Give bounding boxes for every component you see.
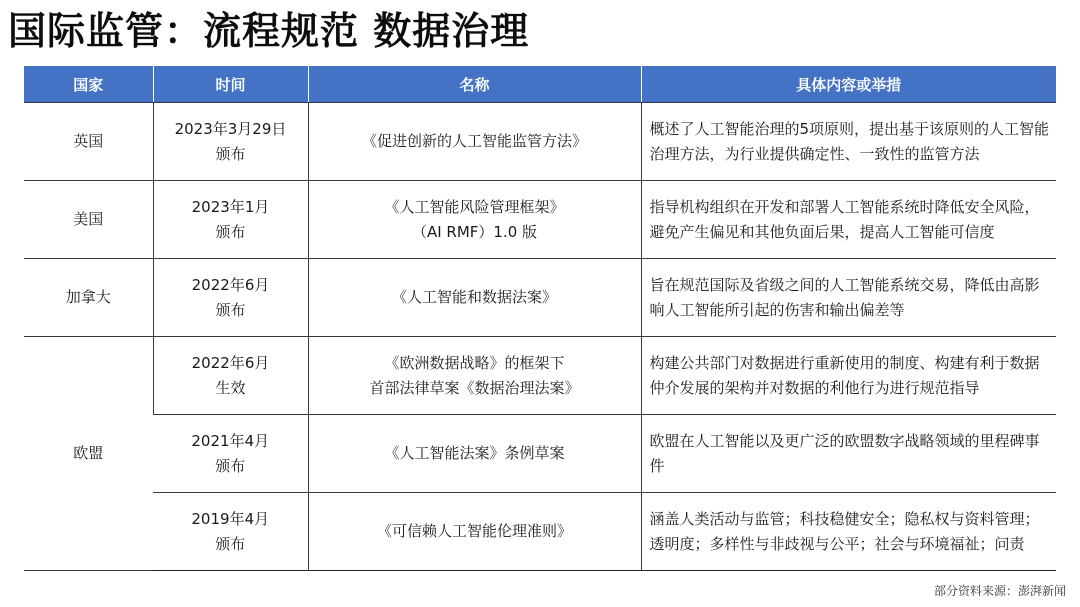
time-status: 颁布 <box>215 144 246 163</box>
table-row <box>24 415 1056 493</box>
time-date: 2022年6月 <box>191 275 270 294</box>
country-cell: 欧盟 <box>24 337 153 571</box>
header-content: 具体内容或举措 <box>641 66 1056 103</box>
name-line: 《欧洲数据战略》的框架下 <box>384 353 565 372</box>
content-cell: 涵盖人类活动与监管；科技稳健安全；隐私权与资料管理；透明度；多样性与非歧视与公平；社会与环境福祉；问责 <box>641 493 1056 571</box>
country-cell: 美国 <box>24 181 153 259</box>
header-country: 国家 <box>24 66 153 103</box>
time-cell <box>153 337 308 415</box>
time-status: 生效 <box>215 378 246 397</box>
time-date: 2022年6月 <box>191 353 270 372</box>
header-time: 时间 <box>153 66 308 103</box>
table-row <box>24 337 1056 415</box>
name-cell <box>308 493 641 571</box>
name-line: 《人工智能风险管理框架》 <box>384 197 565 216</box>
name-line: 《人工智能和数据法案》 <box>391 288 557 306</box>
header-name: 名称 <box>308 66 641 103</box>
time-cell <box>153 493 308 571</box>
time-date: 2023年1月 <box>191 197 270 216</box>
time-cell <box>153 103 308 181</box>
name-cell <box>308 181 641 259</box>
page-title: 国际监管：流程规范 数据治理 <box>8 9 530 53</box>
name-line: 《可信赖人工智能伦理准则》 <box>376 522 572 540</box>
time-status: 颁布 <box>215 222 246 241</box>
name-cell <box>308 259 641 337</box>
name-line-2: 首部法律草案《数据治理法案》 <box>369 378 580 397</box>
name-line-2: （AI RMF）1.0 版 <box>411 222 538 241</box>
table-row <box>24 493 1056 571</box>
name-cell <box>308 103 641 181</box>
time-status: 颁布 <box>215 456 246 475</box>
name-line: 《人工智能法案》条例草案 <box>384 444 565 462</box>
name-line: 《促进创新的人工智能监管方法》 <box>361 132 587 150</box>
content-cell: 旨在规范国际及省级之间的人工智能系统交易，降低由高影响人工智能所引起的伤害和输出偏差等 <box>641 259 1056 337</box>
country-cell: 加拿大 <box>24 259 153 337</box>
table-header-row <box>24 66 1056 103</box>
name-cell <box>308 337 641 415</box>
time-status: 颁布 <box>215 534 246 553</box>
time-cell <box>153 259 308 337</box>
content-cell: 概述了人工智能治理的5项原则，提出基于该原则的人工智能治理方法，为行业提供确定性、一致性的监管方法 <box>641 103 1056 181</box>
time-date: 2021年4月 <box>191 431 270 450</box>
name-cell <box>308 415 641 493</box>
country-cell: 英国 <box>24 103 153 181</box>
table-row <box>24 103 1056 181</box>
content-cell: 指导机构组织在开发和部署人工智能系统时降低安全风险，避免产生偏见和其他负面后果，提高人工智能可信度 <box>641 181 1056 259</box>
source-note: 部分资料来源：澎湃新闻 <box>933 584 1066 598</box>
time-date: 2019年4月 <box>191 509 270 528</box>
time-cell <box>153 181 308 259</box>
table-row <box>24 181 1056 259</box>
regulation-table <box>24 66 1056 571</box>
time-date: 2023年3月29日 <box>174 119 287 138</box>
time-status: 颁布 <box>215 300 246 319</box>
time-cell <box>153 415 308 493</box>
content-cell: 欧盟在人工智能以及更广泛的欧盟数字战略领域的里程碑事件 <box>641 415 1056 493</box>
content-cell: 构建公共部门对数据进行重新使用的制度、构建有利于数据仲介发展的架构并对数据的利他行为进行规范指导 <box>641 337 1056 415</box>
table-row <box>24 259 1056 337</box>
